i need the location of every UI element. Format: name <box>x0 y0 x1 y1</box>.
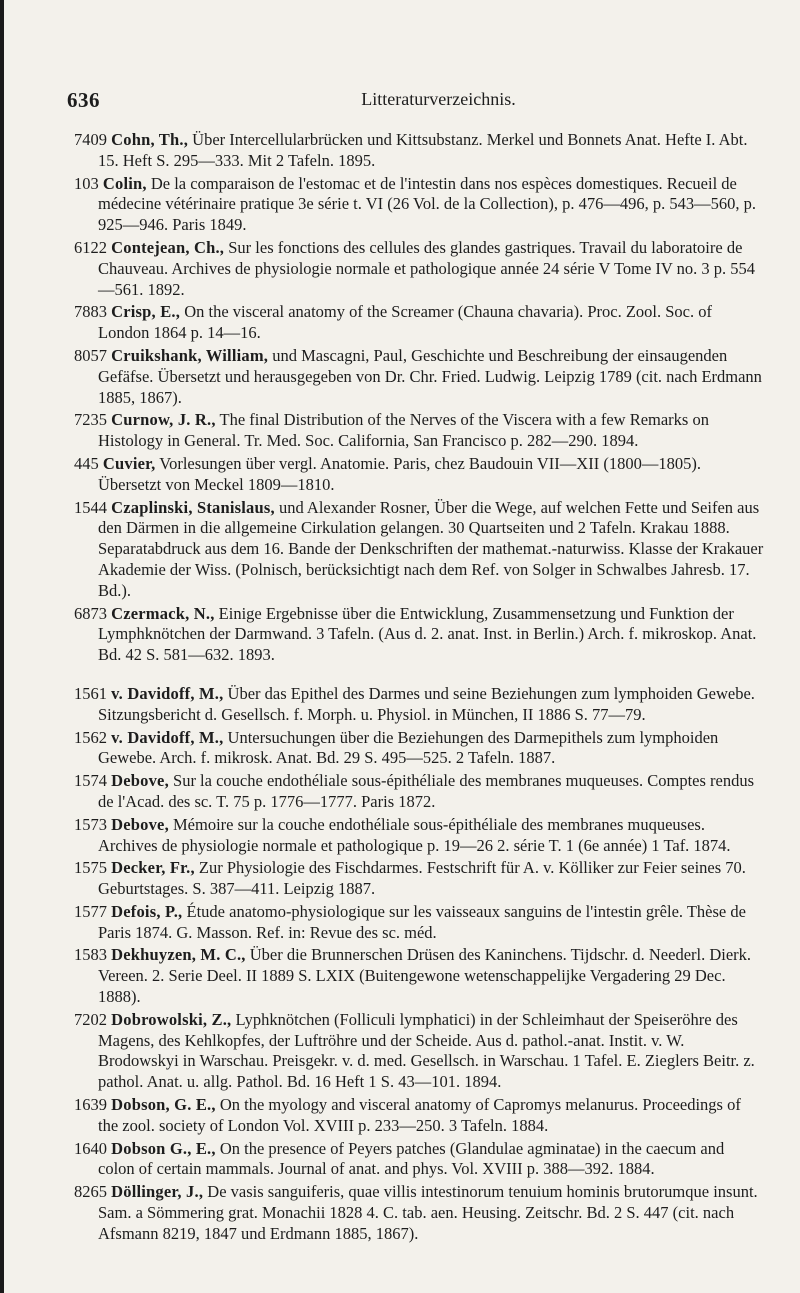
entry-number: 6122 <box>74 237 107 257</box>
entry-author: Colin, <box>102 173 147 193</box>
entry-author: Dobrowolski, Z., <box>111 1009 232 1029</box>
running-title: Litteraturverzeichnis. <box>361 89 516 109</box>
entry-citation: On the visceral anatomy of the Screamer (Chauna chavaria). Proc. Zool. Soc. of London 1864 p. 14—16. <box>98 302 712 343</box>
bibliography-entry <box>74 728 764 770</box>
bibliography-entry <box>74 604 764 666</box>
entry-number: 1562 <box>74 727 107 747</box>
entry-citation: Sur la couche endothéliale sous-épithéliale des membranes muqueuses. Comptes rendus de l'Acad. des sc. T. 75 p. 1776—1777. Paris 1872. <box>98 771 755 811</box>
entry-number: 1574 <box>74 771 107 791</box>
entry-citation: und Alexander Rosner, Über die Wege, auf welchen Fette und Seifen aus den Därmen in die allgemeine Cirkulation gelangen. 30 Quartseiten und 2 Tafeln. Krakau 1888. Separatabdruck aus dem 16. Bande der Denkschriften der mathemat.-naturwiss. Klasse der Krakauer Akademie der Wiss. (Polnisch, berücksichtigt nach dem Ref. von Solger in Schwalbes Jahresb. 17. Bd.). <box>98 497 764 600</box>
bibliography-entry <box>74 1010 764 1093</box>
entry-citation: Vorlesungen über vergl. Anatomie. Paris, chez Baudouin VII—XII (1800—1805). Übersetzt von Meckel 1809—1810. <box>98 453 701 494</box>
entry-number: 1583 <box>74 945 107 965</box>
entry-number: 7883 <box>74 302 107 322</box>
entry-citation: Über die Brunnerschen Drüsen des Kaninchens. Tijdschr. d. Neederl. Dierk. Vereen. 2. Serie Deel. II 1889 S. LXIX (Buitengewone wetenschappelijke Vergadering 29 Dec. 1888). <box>98 945 752 1007</box>
entry-citation: On the presence of Peyers patches (Glandulae agminatae) in the caecum and colon of certain mammals. Journal of anat. and phys. Vol. XVIII p. 388—392. 1884. <box>98 1138 725 1179</box>
bibliography-entry <box>74 858 764 900</box>
entry-author: Dekhuyzen, M. C., <box>111 945 246 965</box>
entry-author: Czaplinski, Stanislaus, <box>111 497 275 517</box>
entry-author: Cohn, Th., <box>111 130 189 149</box>
entry-author: v. Davidoff, M., <box>111 727 224 747</box>
entry-number: 1575 <box>74 858 107 878</box>
entry-number: 7409 <box>74 130 107 149</box>
entry-author: Dobson G., E., <box>111 1138 216 1158</box>
bibliography-entry <box>74 815 764 857</box>
bibliography-entry <box>74 1139 764 1181</box>
entry-citation: The final Distribution of the Nerves of the Viscera with a few Remarks on Histology in General. Tr. Med. Soc. California, San Francisco p. 282—290. 1894. <box>98 410 709 451</box>
bibliography-entry <box>74 302 764 344</box>
entry-citation: On the myology and visceral anatomy of Capromys melanurus. Proceedings of the zool. society of London Vol. XVIII p. 233—250. 3 Tafeln. 1884. <box>98 1095 741 1135</box>
bibliography-entry <box>74 945 764 1007</box>
entry-number: 1573 <box>74 814 107 834</box>
bibliography-entry <box>74 130 764 172</box>
entry-author: Cruikshank, William, <box>111 345 269 365</box>
entry-author: Contejean, Ch., <box>111 237 225 257</box>
bibliography-entry <box>74 346 764 408</box>
entry-author: Decker, Fr., <box>111 858 195 878</box>
entry-author: Debove, <box>111 771 169 791</box>
entry-citation: Étude anatomo-physiologique sur les vaisseaux sanguins de l'intestin grêle. Thèse de Paris 1874. G. Masson. Ref. in: Revue des sc. méd. <box>98 901 746 942</box>
entry-author: v. Davidoff, M., <box>111 683 224 703</box>
page-number: 636 <box>67 88 100 112</box>
bibliography-entry <box>74 410 764 452</box>
bibliography-entry <box>74 238 764 300</box>
bibliography-entry <box>74 174 764 236</box>
entry-number: 7235 <box>74 410 107 430</box>
entry-number: 7202 <box>74 1009 107 1029</box>
entry-author: Crisp, E., <box>111 302 181 322</box>
entry-citation: Zur Physiologie des Fischdarmes. Festschrift für A. v. Kölliker zur Feier seines 70. Geburtstages. S. 387—411. Leipzig 1887. <box>98 858 746 899</box>
entry-citation: Mémoire sur la couche endothéliale sous-épithéliale des membranes muqueuses. Archives de physiologie normale et pathologique p. 19—26 2. série T. 1 (6e année) 1 Taf. 1874. <box>98 814 731 855</box>
entry-number: 1639 <box>74 1095 107 1115</box>
entry-author: Curnow, J. R., <box>111 410 216 430</box>
entry-citation: und Mascagni, Paul, Geschichte und Beschreibung der einsaugenden Gefäfse. Übersetzt und herausgegeben von Dr. Chr. Fried. Ludwig. Leipzig 1789 (cit. nach Erdmann 1885, 1867). <box>98 345 762 407</box>
bibliography-entry <box>74 684 764 726</box>
entry-citation: Lyphknötchen (Folliculi lymphatici) in der Schleimhaut der Speiseröhre des Magens, des Kehlkopfes, der Luftröhre und der Scheide. Aus d. pathol.-anat. Instit. v. W. Brodowskyi in Warschau. Preisgekr. v. d. med. Gesellsch. in Warschau. 1 Tafel. E. Zieglers Beitr. z. pathol. Anat. u. allg. Pathol. Bd. 16 Heft 1 S. 43—101. 1894. <box>98 1009 755 1092</box>
bibliography-list <box>74 130 764 1247</box>
entry-author: Dobson, G. E., <box>111 1095 216 1115</box>
entry-citation: De la comparaison de l'estomac et de l'intestin dans nos espèces domestiques. Recueil de médecine vétérinaire pratique 3e série t. VI (26 Vol. de la Collection), p. 476—496, p. 543—560, p. 925—946. Paris 1849. <box>98 173 757 235</box>
entry-number: 1561 <box>74 683 107 703</box>
entry-number: 6873 <box>74 603 107 623</box>
bibliography-entry <box>74 1182 764 1244</box>
entry-number: 445 <box>74 453 99 473</box>
entry-citation: Über das Epithel des Darmes und seine Beziehungen zum lymphoiden Gewebe. Sitzungsbericht d. Gesellsch. f. Morph. u. Physiol. in München, II 1886 S. 77—79. <box>98 683 755 724</box>
entry-citation: Einige Ergebnisse über die Entwicklung, Zusammensetzung und Funktion der Lymphknötchen der Darmwand. 3 Tafeln. (Aus d. 2. anat. Inst. in Berlin.) Arch. f. mikroskop. Anat. Bd. 42 S. 581—632. 1893. <box>98 603 757 665</box>
entry-citation: De vasis sanguiferis, quae villis intestinorum tenuium hominis brutorumque insunt. Sam. a Sömmering grat. Monachii 1828 4. C. tab. aen. Heusing. Zeitschr. Bd. 2 S. 447 (cit. nach Afsmann 8219, 1847 und Erdmann 1885, 1867). <box>98 1182 758 1243</box>
bibliography-entry <box>74 902 764 944</box>
bibliography-entry <box>74 1095 764 1137</box>
entry-number: 8057 <box>74 345 107 365</box>
entry-number: 1544 <box>74 497 107 517</box>
entry-citation: Untersuchungen über die Beziehungen des Darmepithels zum lymphoiden Gewebe. Arch. f. mikrosk. Anat. Bd. 29 S. 495—525. 2 Tafeln. 1887. <box>98 727 719 768</box>
bibliography-entry <box>74 454 764 496</box>
entry-citation: Über Intercellularbrücken und Kittsubstanz. Merkel und Bonnets Anat. Hefte I. Abt. 15. Heft S. 295—333. Mit 2 Tafeln. 1895. <box>98 130 748 170</box>
entry-number: 1577 <box>74 901 107 921</box>
entry-author: Debove, <box>111 814 169 834</box>
entry-citation: Sur les fonctions des cellules des glandes gastriques. Travail du laboratoire de Chauveau. Archives de physiologie normale et pathologique année 24 série V Tome IV no. 3 p. 554—561. 1892. <box>98 237 756 299</box>
entry-author: Defois, P., <box>111 901 183 921</box>
bibliography-entry <box>74 771 764 813</box>
entry-author: Döllinger, J., <box>111 1182 204 1202</box>
entry-number: 1640 <box>74 1138 107 1158</box>
entry-author: Czermack, N., <box>111 603 215 623</box>
entry-number: 8265 <box>74 1182 107 1202</box>
entry-number: 103 <box>74 173 99 193</box>
entry-author: Cuvier, <box>102 453 156 473</box>
page-header <box>67 88 740 114</box>
bibliography-entry <box>74 498 764 602</box>
